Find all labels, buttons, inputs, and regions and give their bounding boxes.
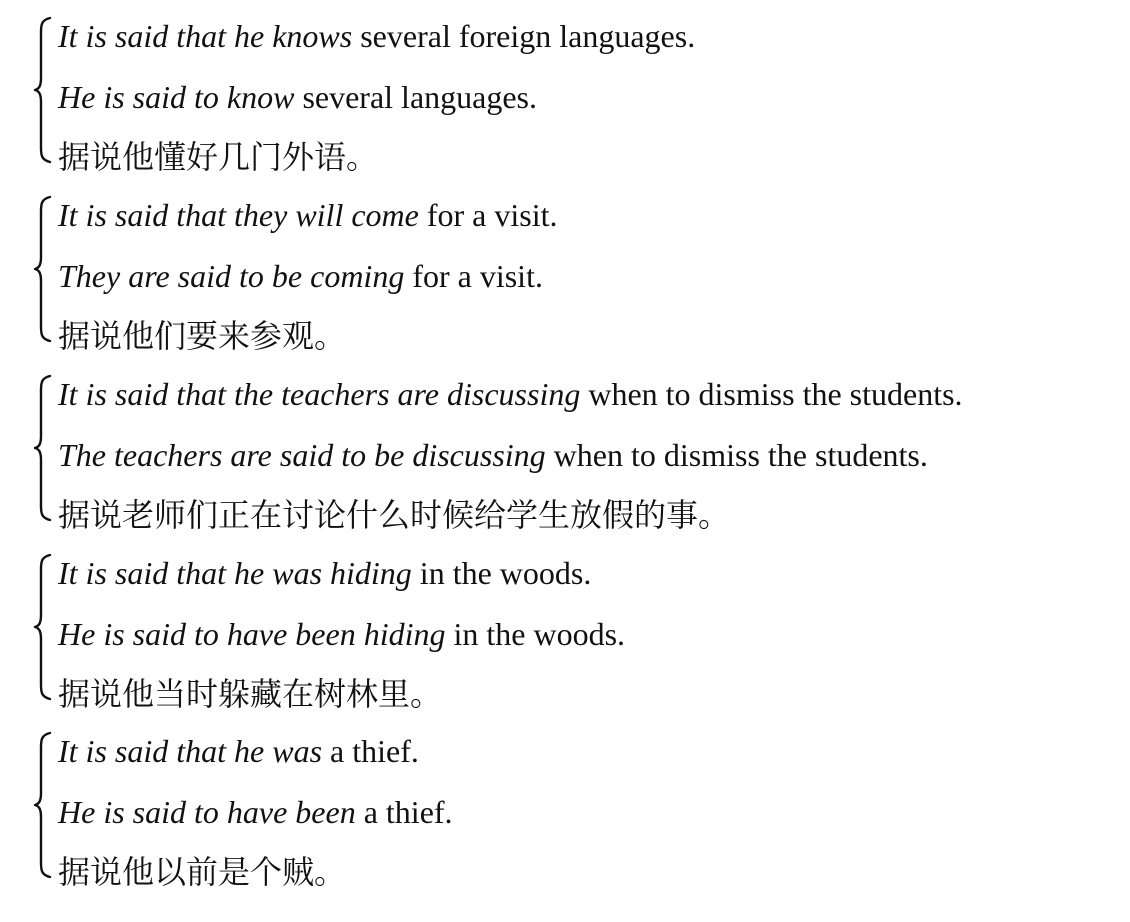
chinese-translation: 据说他以前是个贼。	[58, 853, 347, 891]
english-sentence-2: He is said to have been hiding in the woods.	[58, 616, 626, 652]
example-group-2	[0, 179, 1130, 357]
example-group-3	[0, 358, 1130, 536]
english-sentence-1: It is said that they will come for a visit.	[58, 197, 558, 233]
english-sentence-2: They are said to be coming for a visit.	[58, 258, 543, 294]
english-sentence-1: It is said that he was hiding in the woods.	[58, 555, 592, 591]
english-sentence-2: He is said to have been a thief.	[58, 794, 453, 830]
left-brace	[33, 545, 57, 709]
example-group-5	[0, 715, 1130, 893]
example-group-4	[0, 537, 1130, 715]
english-sentence-1: It is said that the teachers are discussing when to dismiss the students.	[58, 376, 963, 412]
left-brace	[33, 366, 57, 530]
chinese-translation: 据说他懂好几门外语。	[58, 138, 379, 176]
english-sentence-1: It is said that he knows several foreign languages.	[58, 18, 696, 54]
left-brace	[33, 187, 57, 351]
english-sentence-1: It is said that he was a thief.	[58, 733, 419, 769]
chinese-translation: 据说老师们正在讨论什么时候给学生放假的事。	[58, 496, 731, 534]
chinese-translation: 据说他们要来参观。	[58, 317, 347, 355]
left-brace	[33, 8, 57, 172]
chinese-translation: 据说他当时躲藏在树林里。	[58, 675, 443, 713]
english-sentence-2: He is said to know several languages.	[58, 79, 537, 115]
left-brace	[33, 723, 57, 887]
example-group-1	[0, 0, 1130, 178]
english-sentence-2: The teachers are said to be discussing when to dismiss the students.	[58, 437, 928, 473]
